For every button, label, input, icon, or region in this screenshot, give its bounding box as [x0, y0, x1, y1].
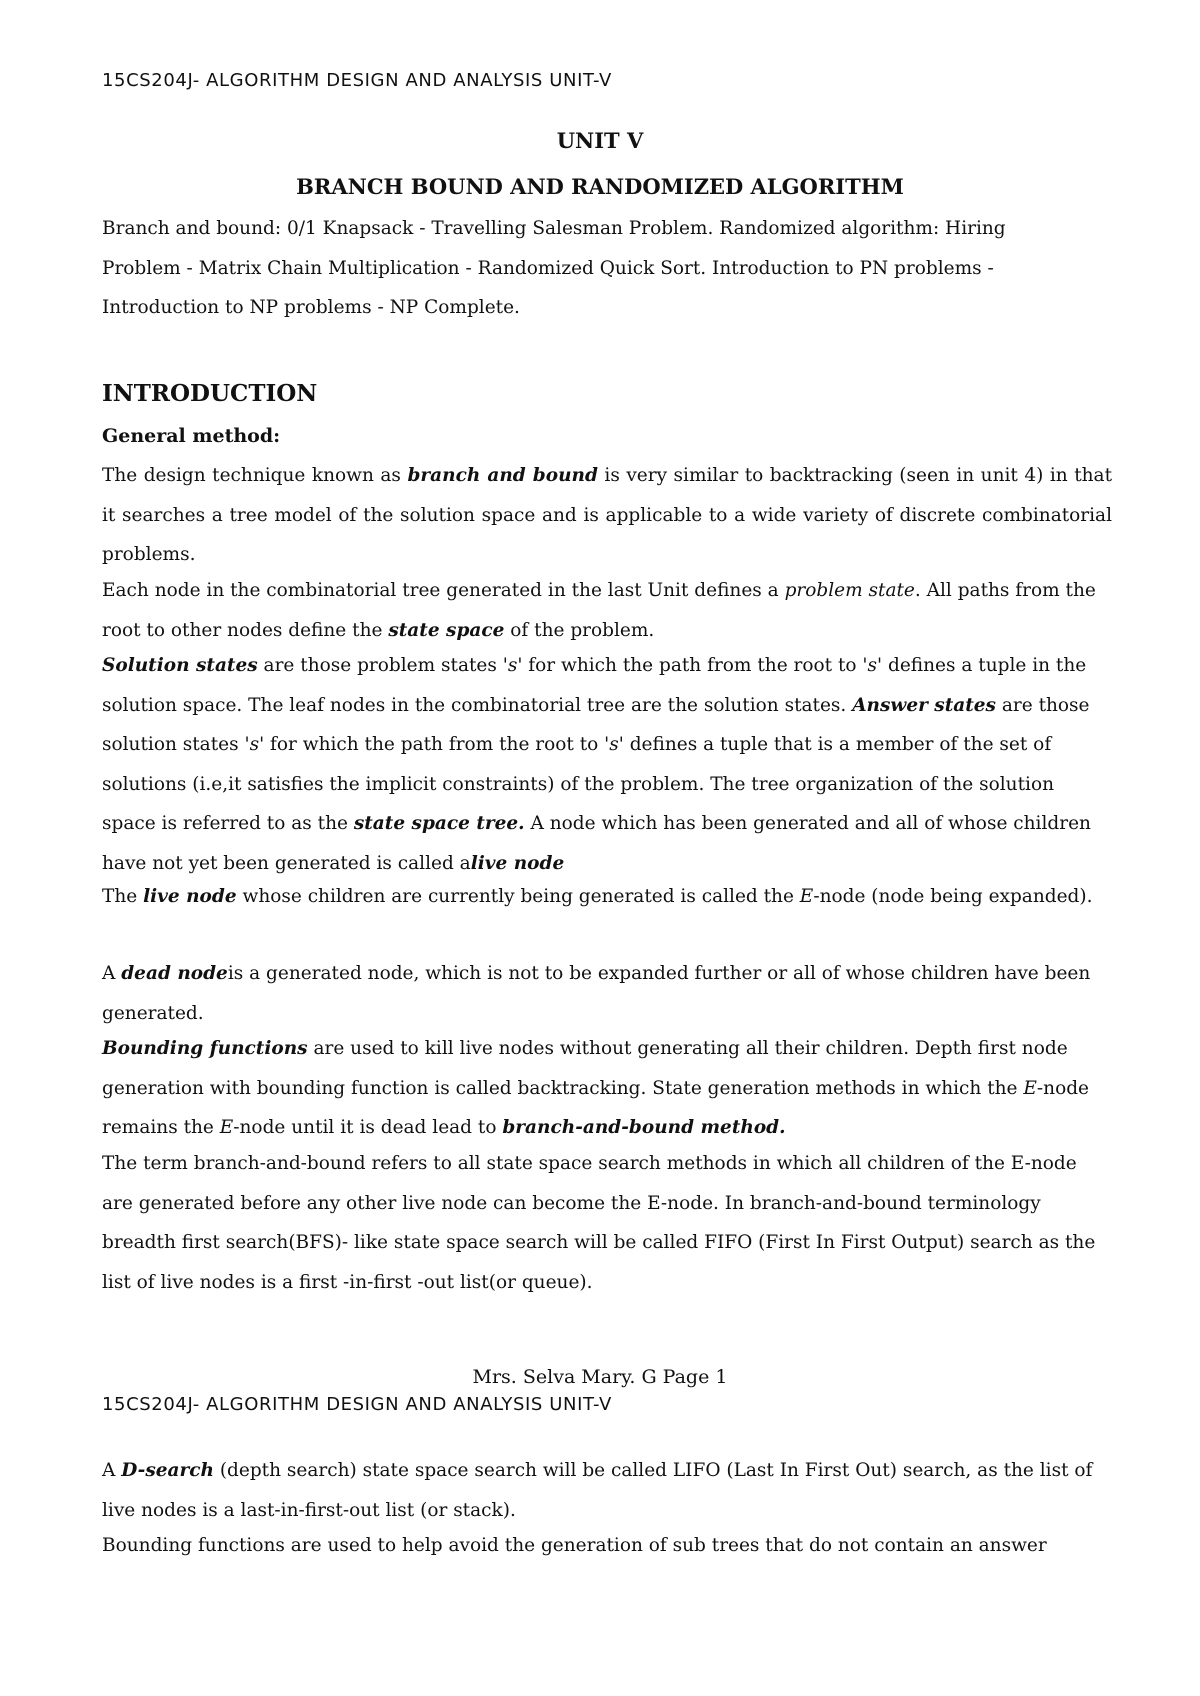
paragraph-solution-states: Solution states are those problem states 's' for which the path from the root to 's' defines a tuple in the solution space. The leaf nodes in the combinatorial tree are the solution states. Answer states are those solution states 's' for which the path from the root to 's' defines a tuple that is a member of the set of solutions (i.e,it satisfies the implicit constraints) of the problem. The tree organization of the solution space is referred to as the state space tree. A node which has been generated and all of whose children have not yet been generated is called alive node — [102, 655, 1091, 874]
paragraph-bounding-functions: Bounding functions are used to kill live nodes without generating all their children. Depth first node generation with bounding function is called backtracking. State generation methods in which the E-node remains the E-node until it is dead lead to branch-and-bound method. — [102, 1038, 1090, 1138]
syllabus-paragraph: Branch and bound: 0/1 Knapsack - Travelling Salesman Problem. Randomized algorithm: Hiring Problem - Matrix Chain Multiplication - Randomized Quick Sort. Introduction to PN problems - Introduction to NP problems - NP Complete. — [102, 218, 1006, 318]
paragraph-state-space: Each node in the combinatorial tree generated in the last Unit defines a problem state. All paths from the root to other nodes define the state space of the problem. — [102, 580, 1096, 641]
paragraph-branch-and-bound: The design technique known as branch and bound is very similar to backtracking (seen in unit 4) in that it searches a tree model of the solution space and is applicable to a wide variety of discrete combinatorial problems. — [102, 465, 1113, 565]
page-header: 15CS204J- ALGORITHM DESIGN AND ANALYSIS UNIT-V — [102, 70, 612, 91]
paragraph-dead-node: A dead nodeis a generated node, which is not to be expanded further or all of whose children have been generated. — [102, 963, 1091, 1024]
general-method-heading: General method: — [102, 425, 281, 447]
paragraph-d-search: A D-search (depth search) state space search will be called LIFO (Last In First Out) search, as the list of live nodes is a last-in-first-out list (or stack). — [102, 1460, 1093, 1521]
unit-title: UNIT V — [556, 128, 644, 153]
page-header-2: 15CS204J- ALGORITHM DESIGN AND ANALYSIS UNIT-V — [102, 1394, 612, 1415]
page-footer: Mrs. Selva Mary. G Page 1 — [472, 1366, 728, 1388]
paragraph-bounding-help: Bounding functions are used to help avoid the generation of sub trees that do not contain an answer — [102, 1535, 1047, 1556]
introduction-heading: INTRODUCTION — [102, 380, 318, 407]
paragraph-fifo-search: The term branch-and-bound refers to all state space search methods in which all children of the E-node are generated before any other live node can become the E-node. In branch-and-bound terminology breadth first search(BFS)- like state space search will be called FIFO (First In First Output) search as the list of live nodes is a first -in-first -out list(or queue). — [102, 1153, 1096, 1293]
unit-subtitle: BRANCH BOUND AND RANDOMIZED ALGORITHM — [296, 174, 904, 199]
paragraph-live-node: The live node whose children are currently being generated is called the E-node (node being expanded). — [102, 886, 1093, 907]
